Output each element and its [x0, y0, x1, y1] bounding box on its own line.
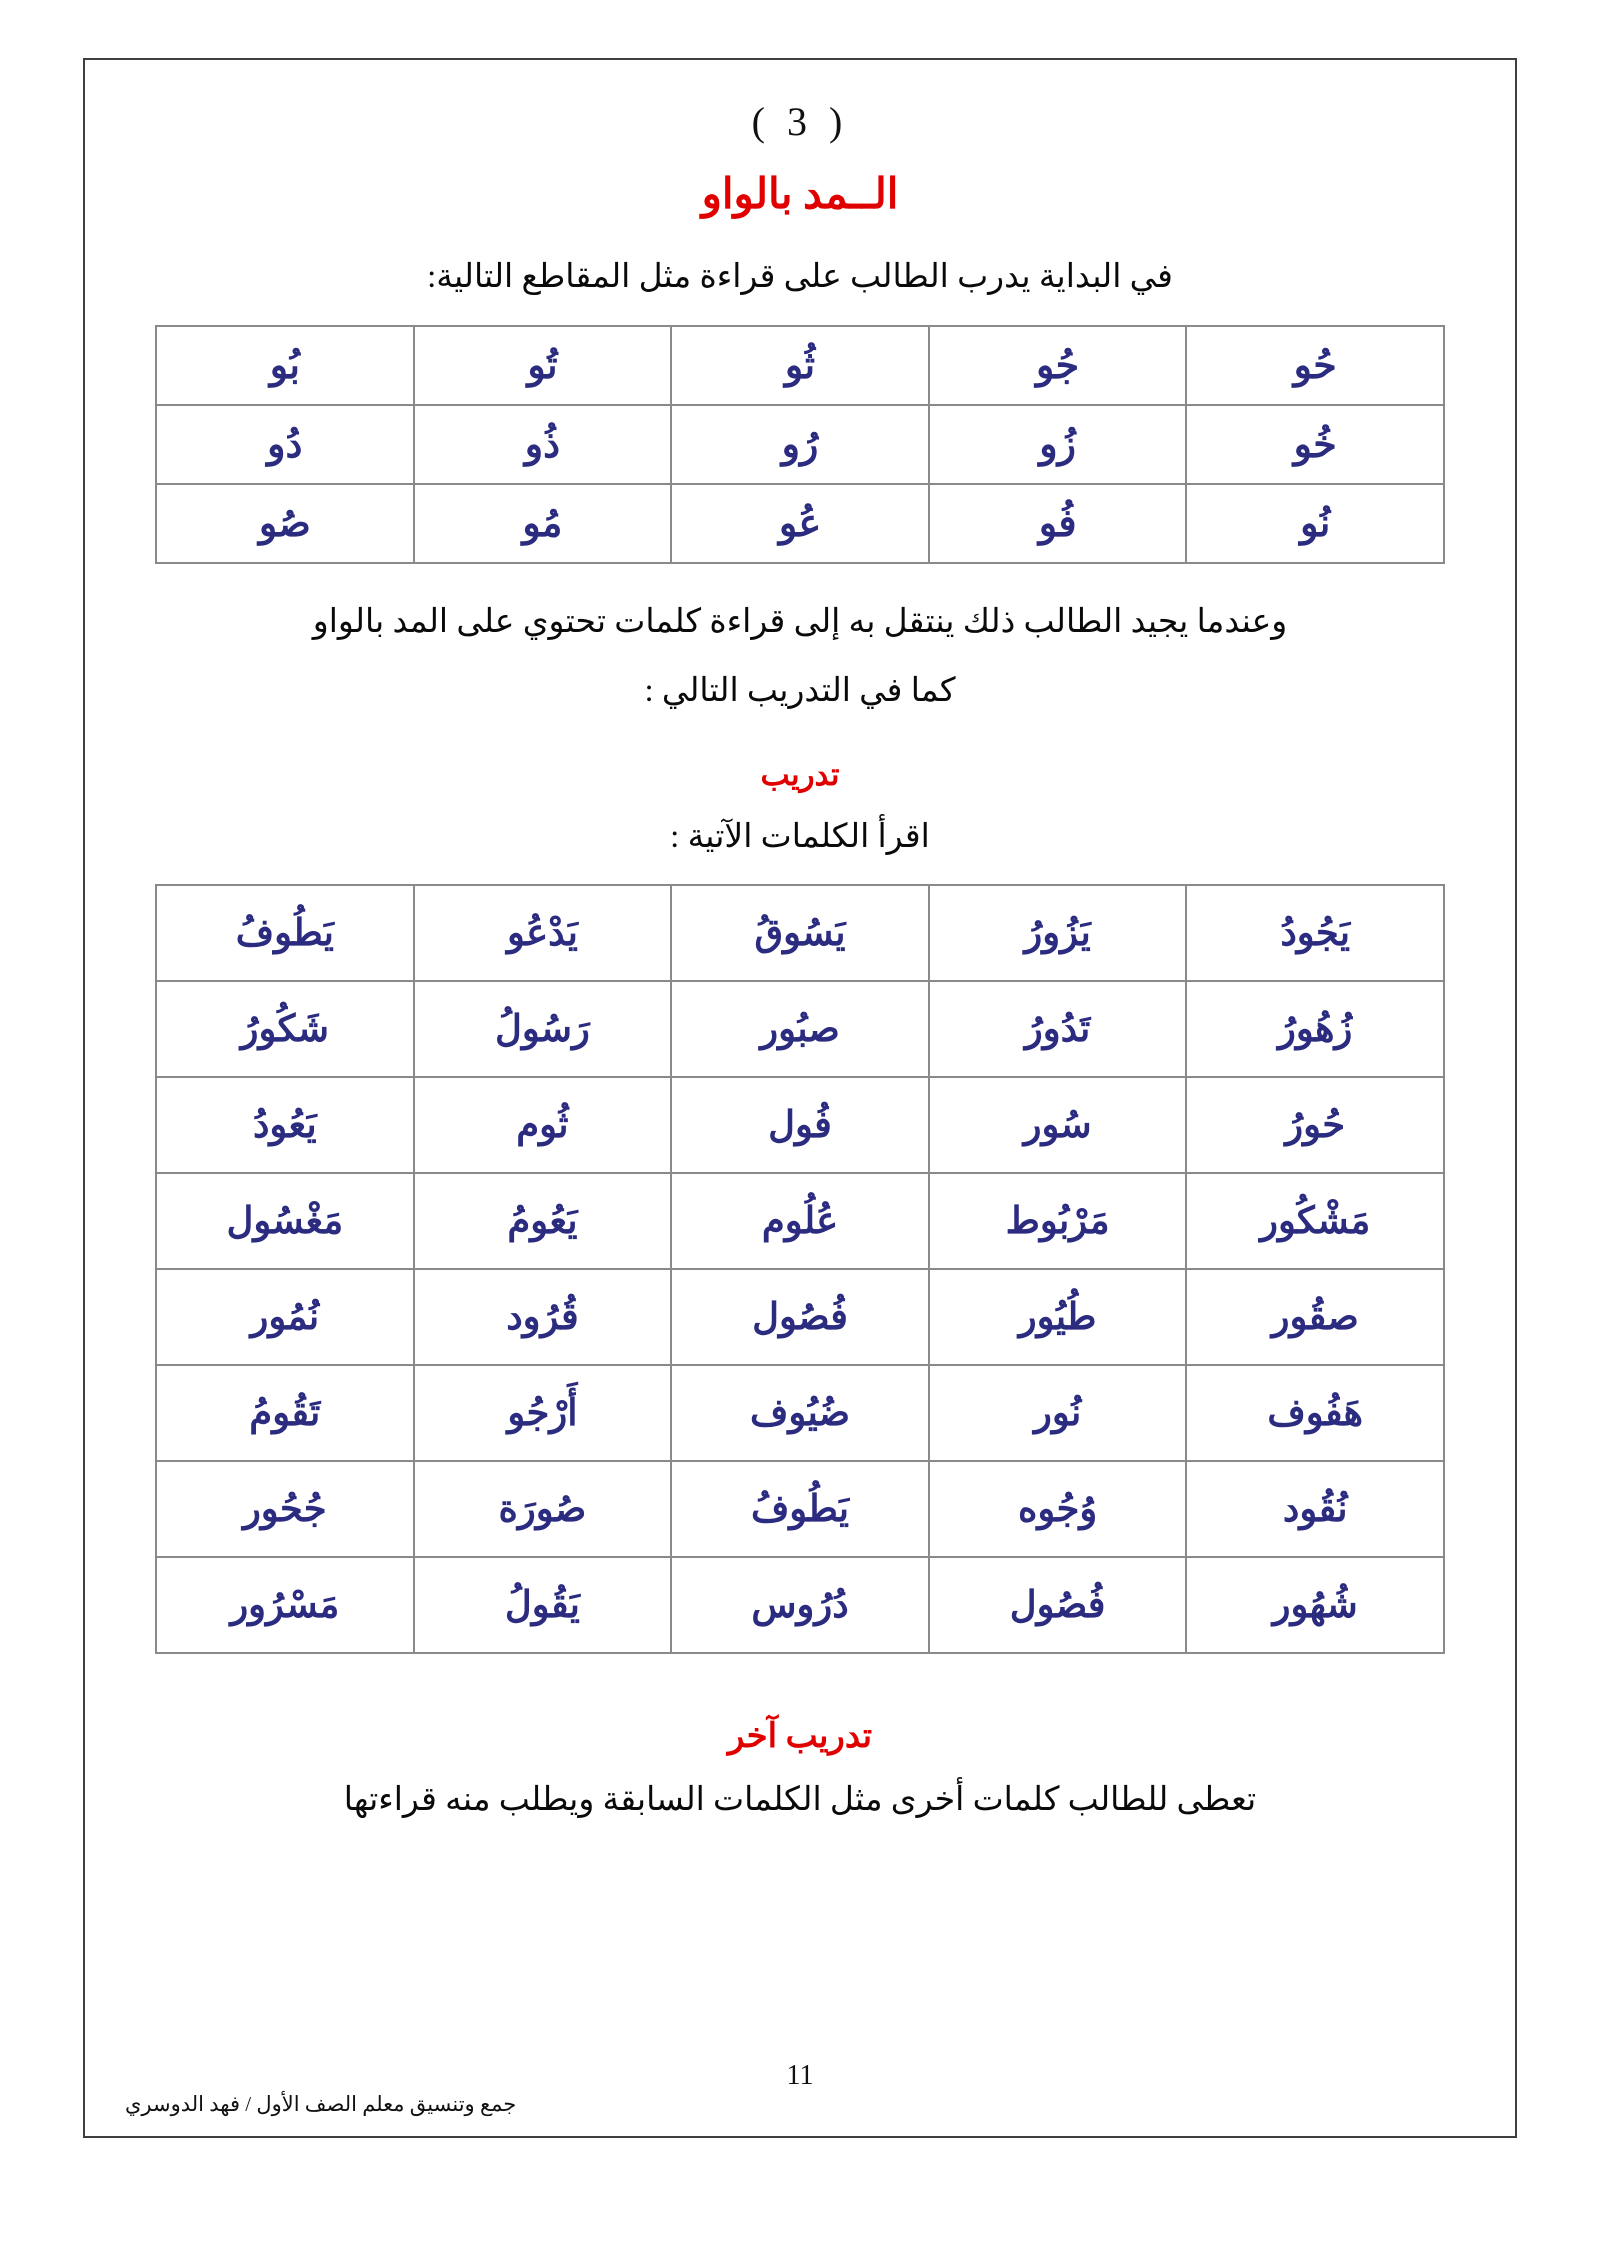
word-cell: دُرُوس: [671, 1557, 929, 1653]
word-cell: تَدُورُ: [929, 981, 1187, 1077]
table-row: [156, 1077, 1444, 1173]
table-row: [156, 981, 1444, 1077]
word-table: [155, 884, 1445, 1654]
word-cell: هَفُوف: [1186, 1365, 1444, 1461]
word-cell: وُجُوه: [929, 1461, 1187, 1557]
table-row: [156, 484, 1444, 563]
word-cell: مَشْكُور: [1186, 1173, 1444, 1269]
syllable-cell: جُو: [929, 326, 1187, 405]
word-cell: فُول: [671, 1077, 929, 1173]
word-cell: مَغْسُول: [156, 1173, 414, 1269]
syllable-cell: دُو: [156, 405, 414, 484]
syllable-cell: مُو: [414, 484, 672, 563]
word-table-body: [156, 885, 1444, 1653]
page-number: 11: [786, 2060, 814, 2091]
another-exercise-text: تعطى للطالب كلمات أخرى مثل الكلمات السابقة ويطلب منه قراءتها: [343, 1782, 1257, 1818]
word-cell: عُلُوم: [671, 1173, 929, 1269]
another-exercise-heading: تدريب آخر: [727, 1718, 873, 1755]
table-row: [156, 405, 1444, 484]
syllable-cell: ذُو: [414, 405, 672, 484]
word-cell: يَدْعُو: [414, 885, 672, 981]
exercise-instruction: اقرأ الكلمات الآتية :: [670, 818, 930, 855]
syllable-cell: خُو: [1186, 405, 1444, 484]
table-row: [156, 1173, 1444, 1269]
word-cell: يَعُومُ: [414, 1173, 672, 1269]
syllable-table: [155, 325, 1445, 564]
table-row: [156, 326, 1444, 405]
word-cell: نُور: [929, 1365, 1187, 1461]
word-cell: فُصُول: [929, 1557, 1187, 1653]
word-cell: نُقُود: [1186, 1461, 1444, 1557]
word-cell: صُورَة: [414, 1461, 672, 1557]
word-cell: يَقُولُ: [414, 1557, 672, 1653]
intro-paragraph: في البداية يدرب الطالب على قراءة مثل المقاطع التالية:: [427, 259, 1173, 295]
syllable-cell: ثُو: [671, 326, 929, 405]
syllable-cell: عُو: [671, 484, 929, 563]
word-cell: ثُوم: [414, 1077, 672, 1173]
footer-credit: جمع وتنسيق معلم الصف الأول / فهد الدوسري: [125, 2092, 517, 2116]
word-cell: زُهُورُ: [1186, 981, 1444, 1077]
word-cell: مَسْرُور: [156, 1557, 414, 1653]
word-cell: يَطُوفُ: [671, 1461, 929, 1557]
table-row: [156, 885, 1444, 981]
word-cell: ضُيُوف: [671, 1365, 929, 1461]
word-cell: يَجُودُ: [1186, 885, 1444, 981]
word-cell: نُمُور: [156, 1269, 414, 1365]
table-row: [156, 1365, 1444, 1461]
word-cell: فُصُول: [671, 1269, 929, 1365]
syllable-cell: صُو: [156, 484, 414, 563]
word-cell: يَطُوفُ: [156, 885, 414, 981]
word-cell: رَسُولُ: [414, 981, 672, 1077]
syllable-cell: حُو: [1186, 326, 1444, 405]
syllable-table-body: [156, 326, 1444, 563]
word-cell: حُورُ: [1186, 1077, 1444, 1173]
section-number: ( 3 ): [751, 99, 849, 144]
word-cell: أَرْجُو: [414, 1365, 672, 1461]
word-cell: شُهُور: [1186, 1557, 1444, 1653]
page-content: [85, 60, 1515, 2136]
word-cell: يَزُورُ: [929, 885, 1187, 981]
page-footer: [125, 2060, 1475, 2120]
syllable-cell: زُو: [929, 405, 1187, 484]
transition-paragraph-line-2: كما في التدريب التالي :: [644, 673, 956, 709]
word-cell: طُيُور: [929, 1269, 1187, 1365]
word-cell: صبُور: [671, 981, 929, 1077]
table-row: [156, 1461, 1444, 1557]
table-row: [156, 1269, 1444, 1365]
syllable-cell: فُو: [929, 484, 1187, 563]
word-cell: تَقُومُ: [156, 1365, 414, 1461]
word-cell: قُرُود: [414, 1269, 672, 1365]
syllable-cell: بُو: [156, 326, 414, 405]
syllable-cell: نُو: [1186, 484, 1444, 563]
word-cell: سُور: [929, 1077, 1187, 1173]
table-row: [156, 1557, 1444, 1653]
page-frame: [83, 58, 1517, 2138]
syllable-cell: تُو: [414, 326, 672, 405]
word-cell: جُحُور: [156, 1461, 414, 1557]
word-cell: يَعُودُ: [156, 1077, 414, 1173]
page-title: الــمد بالواو: [701, 172, 899, 218]
transition-paragraph-line-1: وعندما يجيد الطالب ذلك ينتقل به إلى قراءة كلمات تحتوي على المد بالواو: [312, 603, 1288, 640]
exercise-heading: تدريب: [760, 756, 840, 792]
word-cell: يَسُوقُ: [671, 885, 929, 981]
word-cell: مَرْبُوط: [929, 1173, 1187, 1269]
word-cell: شَكُورُ: [156, 981, 414, 1077]
word-cell: صقُور: [1186, 1269, 1444, 1365]
syllable-cell: رُو: [671, 405, 929, 484]
